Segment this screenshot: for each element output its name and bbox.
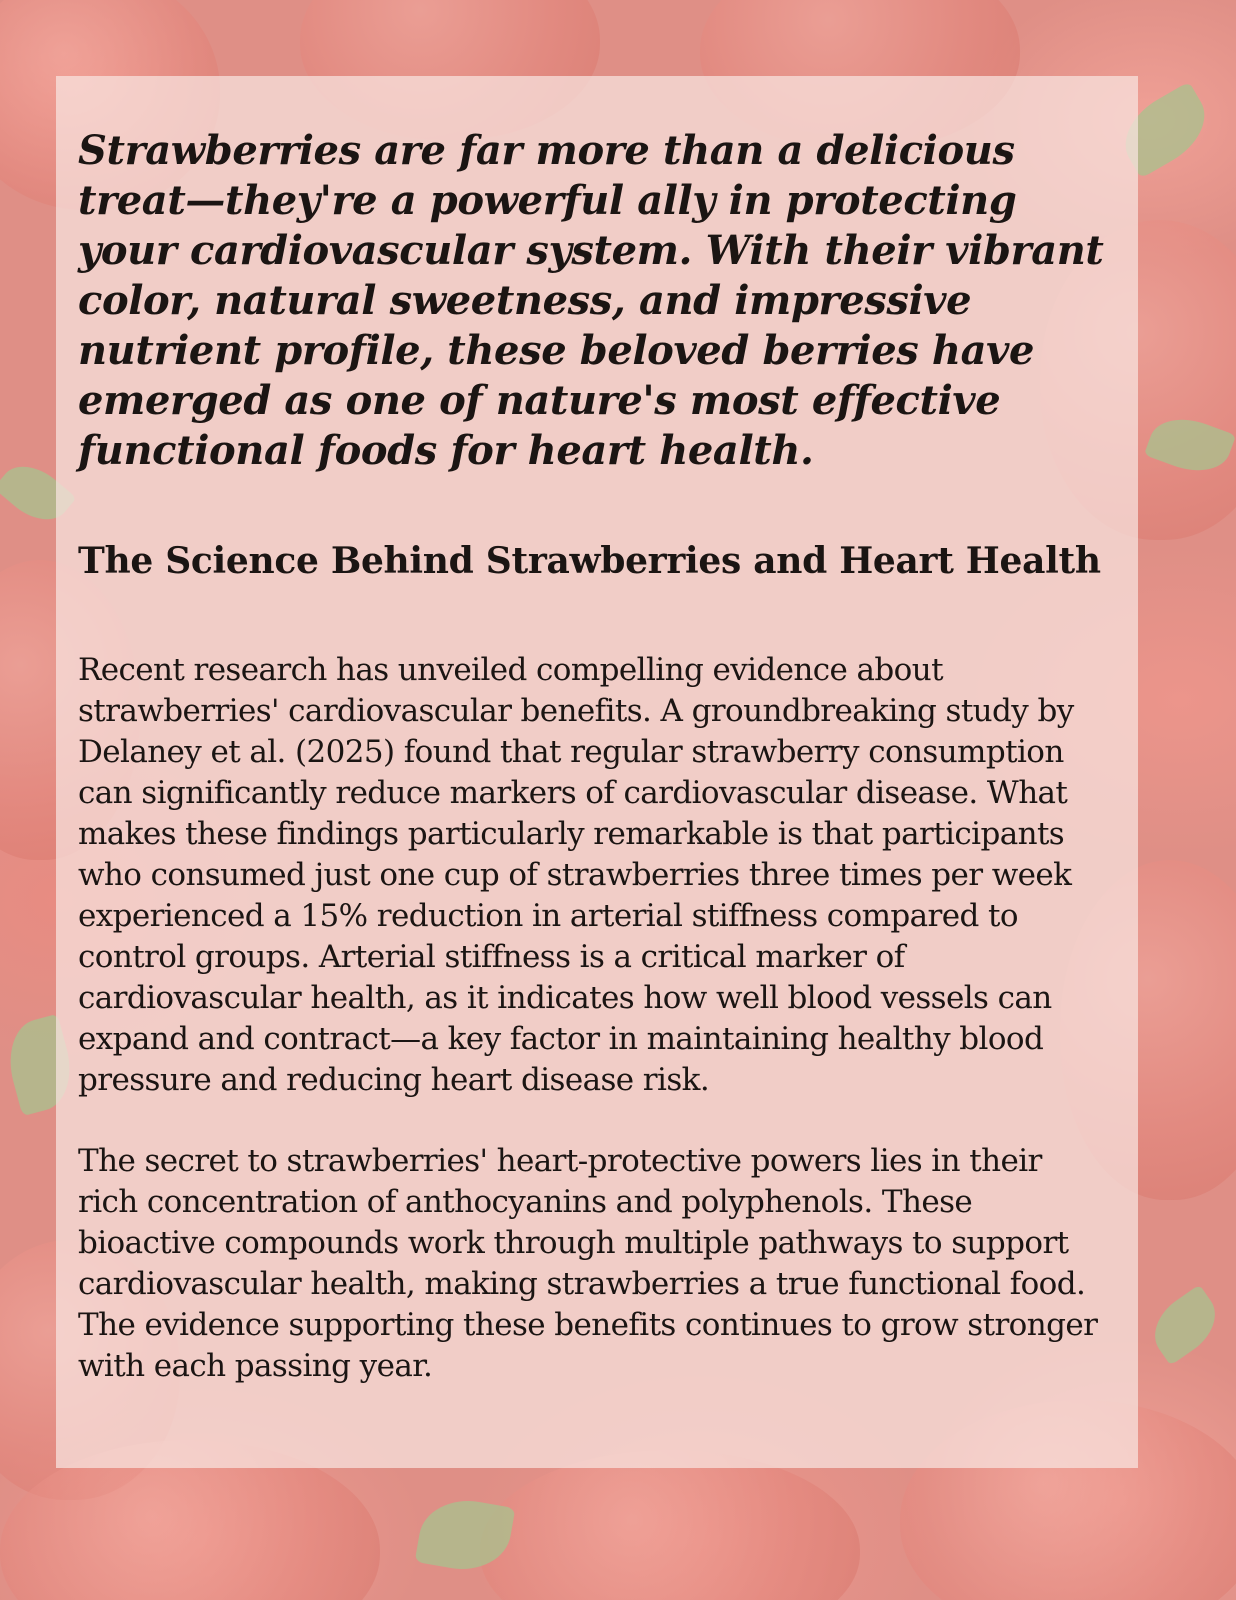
body-paragraph-2: The secret to strawberries' heart-protective powers lies in their rich concentration of anthocyanins and polyphenols. These bioactive compounds work through multiple pathways to support cardiovascular health, making strawberries a true functional food. The evidence supporting these benefits continues to grow stronger with each passing year. <box>78 1143 1098 1384</box>
article-panel <box>56 76 1138 1468</box>
strawberry-shape <box>480 1450 860 1600</box>
section-heading: The Science Behind Strawberries and Heart Health <box>78 540 1101 582</box>
body-paragraph-1: Recent research has unveiled compelling evidence about strawberries' cardiovascular benefits. A groundbreaking study by Delaney et al. (2025) found that regular strawberry consumption can significantly reduce markers of cardiovascular disease. What makes these findings particularly remarkable is that participants who consumed just one cup of strawberries three times per week experienced a 15% reduction in arterial stiffness compared to control groups. Arterial stiffness is a critical marker of cardiovascular health, as it indicates how well blood vessels can expand and contract—a key factor in maintaining healthy blood pressure and reducing heart disease risk. <box>78 652 1074 1098</box>
intro-paragraph: Strawberries are far more than a delicious treat—they're a powerful ally in protecting your cardiovascular system. With their vibrant color, natural sweetness, and impressive nutrient profile, these beloved berries have emerged as one of nature's most effective functional foods for heart health. <box>78 127 1104 474</box>
leaf-shape <box>1142 1284 1228 1365</box>
